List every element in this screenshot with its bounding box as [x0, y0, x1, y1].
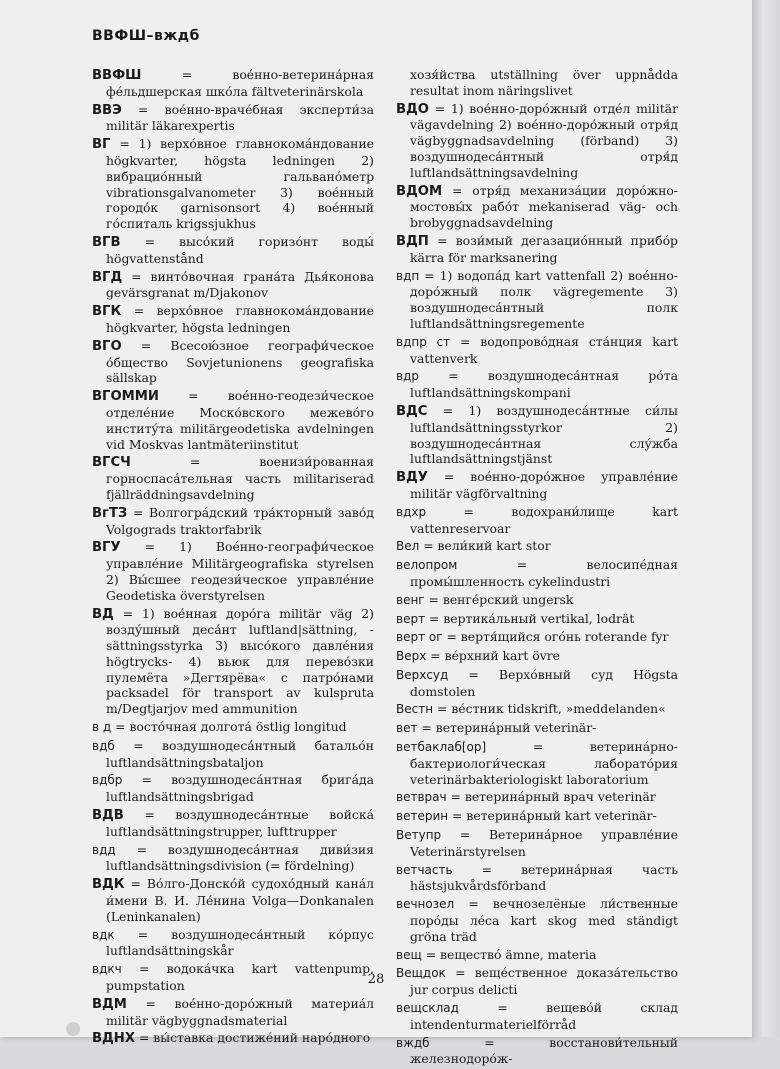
entry-headword: ВДК: [92, 877, 125, 893]
entry-definition: = вое́нно-доро́жный материа́л militär vägbyggnadsmaterial: [106, 995, 374, 1028]
entry-definition: = Во́лго-Донско́й судохо́дный кана́л и́мени В. И. Ле́нина Volga—Donkanalen (Leninkanalen): [106, 876, 374, 924]
entry-headword: вдп: [396, 268, 420, 283]
entry-definition: = вечнозелёные ли́ственные поро́ды ле́са kart skog med ständigt gröna träd: [410, 896, 678, 944]
dictionary-entry: [396, 739, 678, 787]
entry-definition: = восстанови́тельный железнодоро́ж-: [410, 1034, 678, 1067]
entry-definition: = 1) вое́нная доро́га militär väg 2) возду́шный деса́нт luftland|sättning, -sättningsstyrka 3) высо́кого давле́ния högtrycks- 4) вьюк для перево́зки пулемёта »Дегтярёва« с патро́нами packsadel för transport av kulspruta m/Degtjarjov med ammunition: [106, 605, 374, 717]
dictionary-entry: [92, 807, 374, 840]
dictionary-entry: [396, 629, 678, 646]
dictionary-entry: [396, 233, 678, 266]
dictionary-entry: [396, 183, 678, 231]
dictionary-entry: [396, 789, 678, 806]
entry-headword: ВДУ: [396, 470, 428, 486]
entry-headword: вдд: [92, 842, 116, 857]
entry-definition: = вое́нно-враче́бная эксперти́за militär läkarexpertis: [106, 101, 374, 134]
entry-definition: = Ветерина́рное управле́ние Veterinärstyrelsen: [410, 827, 678, 859]
entry-definition: = вертика́льный vertikal, lodrät: [425, 610, 635, 626]
entry-definition: = воздушнодеса́нтная диви́зия luftlandsättningsdivision (= fördelning): [106, 841, 374, 874]
entry-headword: венг: [396, 592, 425, 607]
dictionary-entry: [396, 862, 678, 895]
dictionary-entry: [396, 1035, 678, 1068]
dictionary-entry: [92, 719, 374, 736]
entry-headword: в д: [92, 720, 112, 735]
entry-headword: Вел: [396, 539, 420, 554]
entry-headword: ВДНХ: [92, 1031, 136, 1047]
dictionary-entry: [92, 388, 374, 452]
dictionary-entry: [92, 136, 374, 232]
entry-headword: ВДС: [396, 403, 428, 419]
dictionary-entry: [92, 269, 374, 302]
entry-headword: ВД: [92, 606, 114, 622]
entry-definition: = Волгогра́дский тра́кторный заво́д Volgograds traktorfabrik: [106, 504, 374, 537]
dictionary-entry: [396, 648, 678, 665]
entry-definition: = восто́чная долгота́ östlig longitud: [111, 719, 347, 735]
entry-definition: = водопрово́дная ста́нция kart vattenverk: [410, 333, 679, 366]
entry-headword: ВГО: [92, 338, 122, 354]
entry-definition: = ветерина́рная часть hästsjukvårdsförband: [410, 861, 678, 894]
entry-definition: = вое́нно-доро́жное управле́ние militär vägförvaltning: [410, 469, 678, 501]
entry-headword: ВДП: [396, 233, 429, 249]
entry-headword: ВГВ: [92, 234, 121, 250]
entry-definition: = 1) вое́нно-доро́жный отде́л militär vägavdelning 2) вое́нно-доро́жный отря́д vägbyggnadsavdelning (förband) 3) воздушнодеса́нтный отря́д luftlandsättningsavdelning: [410, 100, 678, 180]
entry-headword: ВгТЗ: [92, 505, 128, 521]
dictionary-entry: [92, 927, 374, 960]
dictionary-entry: [396, 896, 678, 944]
entry-definition: = ветерина́рный veterinär-: [417, 720, 597, 736]
entry-headword: ВГУ: [92, 540, 121, 556]
entry-definition: = воздушнодеса́нтная брига́да luftlandsättningsbrigad: [106, 772, 374, 805]
entry-definition: = водока́чка kart vattenpump, pumpstation: [106, 961, 374, 994]
entry-definition: = высо́кий горизо́нт воды́ högvattenstånd: [106, 233, 374, 266]
dictionary-entry: [396, 268, 678, 332]
dictionary-entry: [92, 102, 374, 135]
entry-headword: ВВЭ: [92, 102, 122, 118]
entry-headword: вдпр ст: [396, 334, 451, 349]
entry-headword: ВДОМ: [396, 183, 443, 199]
entry-definition: = ветерина́рный kart veterinär-: [448, 808, 657, 824]
dictionary-entry: [396, 403, 678, 467]
entry-definition: хозя́йства utställning över uppnådda resultat inom näringslivet: [410, 67, 678, 98]
dictionary-entry: [92, 842, 374, 875]
entry-headword: ВГ: [92, 137, 111, 153]
entry-definition: = 1) верхо́вное главнокома́ндование högkvarter, högsta ledningen 2) вибрацио́нный гальвано́метр vibrationsgalvanometer 3) вое́нный городо́к garnisonsort 4) вое́нный го́спиталь krigssjukhus: [106, 136, 374, 232]
dictionary-entry: [396, 67, 678, 99]
dictionary-entry: [396, 557, 678, 590]
entry-headword: вет: [396, 721, 418, 736]
dictionary-entry: [396, 827, 678, 860]
left-column: [92, 67, 374, 1049]
entry-headword: вечнозел: [396, 897, 455, 912]
entry-definition: = Всесою́зное географи́ческое о́бщество Sovjetunionens geografiska sällskap: [106, 337, 374, 386]
entry-definition: = вещево́й склад intendenturmaterielförråd: [410, 1000, 678, 1032]
entry-definition: = Верхо́вный суд Högsta domstolen: [410, 666, 678, 699]
dictionary-entry: [396, 368, 678, 401]
dictionary-entry: [92, 876, 374, 924]
entry-headword: вдб: [92, 738, 115, 753]
entry-headword: ВДО: [396, 101, 430, 117]
entry-headword: ветчасть: [396, 862, 453, 877]
dictionary-entry: [92, 67, 374, 100]
entry-headword: ветврач: [396, 790, 447, 805]
facing-page-edge: [752, 0, 780, 1037]
dictionary-entry: [92, 539, 374, 603]
entry-definition: = водохрани́лище kart vattenreservoar: [410, 503, 678, 536]
entry-definition: = вели́кий kart stor: [419, 538, 551, 554]
dictionary-entry: [92, 606, 374, 718]
dictionary-entry: [92, 772, 374, 805]
entry-definition: = ве́рхний kart övre: [426, 648, 560, 664]
entry-headword: вждб: [396, 1035, 430, 1050]
dictionary-entry: [396, 469, 678, 502]
entry-headword: ВГОММИ: [92, 389, 159, 405]
page-number: 28: [367, 972, 385, 987]
entry-headword: Верх: [396, 649, 427, 664]
dictionary-entry: [92, 1030, 374, 1047]
entry-headword: вдбр: [92, 773, 123, 788]
dictionary-entry: [396, 334, 678, 367]
dictionary-entry: [92, 738, 374, 771]
entry-headword: вещ: [396, 947, 422, 962]
entry-headword: велопром: [396, 558, 458, 573]
entry-headword: верт ог: [396, 630, 443, 645]
entry-definition: = вое́нно-ветерина́рная фе́льдшерская шко́ла fältveterinärskola: [106, 67, 374, 99]
entry-headword: Верхсуд: [396, 667, 449, 682]
right-column: [396, 67, 678, 1069]
entry-definition: = воздушнодеса́нтный батальо́н luftlandsättningsbataljon: [106, 737, 374, 770]
entry-definition: = 1) Вое́нно-географи́ческое управле́ние Militärgeografiska styrelsen 2) Вы́сшее геодези́ческое управле́ние Geodetiska överstyrelsen: [106, 539, 374, 603]
entry-headword: ветбаклаб[ор]: [396, 740, 487, 755]
entry-definition: = веществó ämne, materia: [421, 946, 597, 962]
entry-headword: вдр: [396, 369, 419, 384]
entry-definition: = вози́мый дегазацио́нный прибо́р kärra för marksanering: [410, 232, 678, 265]
entry-headword: вдк: [92, 927, 115, 942]
dictionary-entry: [396, 101, 678, 181]
entry-definition: = вертя́щийся ого́нь roterande fyr: [442, 629, 669, 645]
entry-definition: = венге́рский ungersk: [424, 591, 574, 607]
entry-definition: = верхо́вное главнокома́ндование högkvarter, högsta ledningen: [106, 303, 374, 335]
entry-headword: вдкч: [92, 962, 122, 977]
entry-definition: = винто́вочная грана́та Дья́конова gevärsgranat m/Djakonov: [106, 268, 374, 301]
entry-definition: = ветерина́рный врач veterinär: [446, 789, 656, 805]
entry-headword: ВДМ: [92, 996, 127, 1012]
entry-definition: = военизи́рованная горноспаса́тельная часть militariserad fjällräddningsavdelning: [106, 454, 374, 502]
entry-definition: = вы́ставка достиже́ний наро́дного: [135, 1030, 371, 1046]
entry-headword: ВГД: [92, 269, 123, 285]
entry-headword: ВГК: [92, 304, 122, 320]
entry-definition: = веще́ственное доказа́тельство jur corpus delicti: [410, 965, 678, 998]
entry-definition: = воздушнодеса́нтная ро́та luftlandsättningskompani: [410, 368, 678, 401]
entry-definition: = ве́стник tidskrift, »meddelanden«: [433, 701, 666, 717]
dictionary-entry: [396, 947, 678, 964]
entry-definition: = велосипе́дная промы́шленность cykelindustri: [410, 557, 678, 589]
entry-headword: вещсклад: [396, 1001, 459, 1016]
entry-definition: = воздушнодеса́нтный ко́рпус luftlandsättningskår: [106, 926, 374, 959]
dictionary-entry: [396, 667, 678, 700]
entry-definition: = отря́д механиза́ции доро́жно-мостовы́х рабо́т mekaniserad väg- och brobyggnadsavdelning: [410, 182, 678, 231]
entry-headword: ВДВ: [92, 808, 124, 824]
dictionary-entry: [92, 996, 374, 1029]
entry-definition: = вое́нно-геодези́ческое отделе́ние Моско́вского межево́го институ́та militärgeodetiska avdelningen vid Moskvas lantmäteriinstitut: [106, 388, 374, 452]
entry-definition: = ветерина́рно-бактериологи́ческая лаборато́рия veterinärbakteriologiskt laboratorium: [410, 739, 678, 787]
page-smudge: [66, 1022, 80, 1036]
dictionary-entry: [92, 505, 374, 538]
dictionary-entry: [396, 611, 678, 628]
entry-definition: = воздушнодеса́нтные войска́ luftlandsättningstrupper, lufttrupper: [106, 807, 374, 839]
entry-headword: вдхр: [396, 504, 427, 519]
dictionary-entry: [396, 538, 678, 555]
dictionary-entry: [396, 504, 678, 537]
running-head: ВВФШ–вждб: [92, 28, 200, 44]
entry-headword: Ветупр: [396, 828, 442, 843]
dictionary-entry: [92, 234, 374, 267]
entry-headword: ветерин: [396, 809, 449, 824]
dictionary-entry: [396, 1000, 678, 1033]
dictionary-entry: [396, 808, 678, 825]
entry-definition: = 1) воздушнодеса́нтные си́лы luftlandsättningsstyrkor 2) воздушнодеса́нтная слу́жба luftlandsättningstjänst: [410, 402, 678, 467]
dictionary-entry: [396, 701, 678, 718]
entry-definition: = 1) водопа́д kart vattenfall 2) вое́нно-доро́жный полк vägregemente 3) воздушнодеса́нтный полк luftlandsättningsregemente: [410, 267, 678, 331]
dictionary-entry: [92, 454, 374, 502]
dictionary-entry: [92, 338, 374, 386]
dictionary-entry: [396, 720, 678, 737]
dictionary-entry: [396, 592, 678, 609]
entry-headword: ВГСЧ: [92, 455, 131, 471]
entry-headword: Вестн: [396, 702, 434, 717]
dictionary-entry: [92, 303, 374, 336]
entry-headword: Вещдок: [396, 966, 446, 981]
entry-headword: ВВФШ: [92, 68, 142, 83]
entry-headword: верт: [396, 611, 426, 626]
